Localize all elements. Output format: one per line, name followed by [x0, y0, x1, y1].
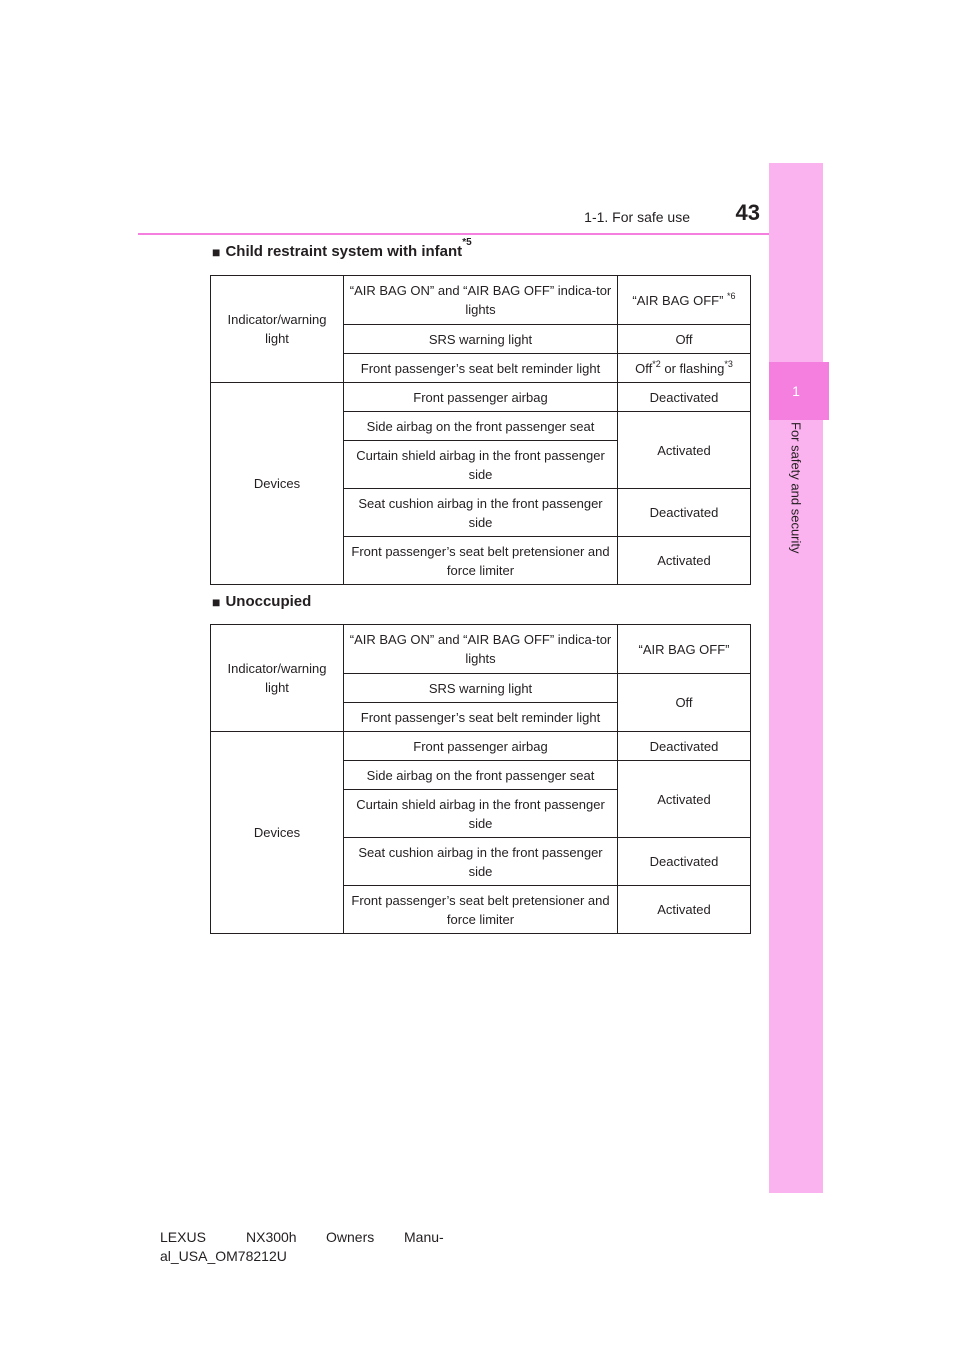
- side-curtain-value: Activated: [618, 761, 751, 838]
- chapter-label: For safety and security: [788, 422, 804, 554]
- front-airbag-label: Front passenger airbag: [344, 732, 618, 761]
- srs-belt-value: Off: [618, 674, 751, 732]
- heading-footnote: *5: [462, 237, 472, 248]
- curtain-label: Curtain shield airbag in the front passenger side: [344, 441, 618, 489]
- table-row: [211, 276, 751, 325]
- cushion-value: Deactivated: [618, 489, 751, 537]
- page-number: 43: [735, 200, 760, 225]
- unoccupied-table: [210, 624, 751, 934]
- footer-line2: al_USA_OM78212U: [160, 1248, 287, 1264]
- table-row: [211, 732, 751, 761]
- side-strip: [769, 163, 823, 1193]
- table-row: [211, 383, 751, 412]
- srs-label: SRS warning light: [344, 674, 618, 703]
- belt-label: Front passenger’s seat belt reminder light: [344, 703, 618, 732]
- infant-table: [210, 275, 751, 585]
- indicator-group-cell: Indicator/warning light: [211, 625, 344, 732]
- devices-group-cell: Devices: [211, 383, 344, 585]
- header-rule: [138, 233, 769, 235]
- chapter-number: 1: [792, 383, 800, 399]
- srs-value: Off: [618, 325, 751, 354]
- devices-group-cell: Devices: [211, 732, 344, 934]
- cushion-label: Seat cushion airbag in the front passenger side: [344, 838, 618, 886]
- front-airbag-value: Deactivated: [618, 383, 751, 412]
- heading-text: Unoccupied: [225, 593, 312, 610]
- square-bullet-icon: ■: [212, 244, 221, 260]
- belt-value: Off$^{*2}$ or flashing$^{*3}$: [618, 354, 751, 383]
- table-row: [211, 625, 751, 674]
- pretensioner-label: Front passenger’s seat belt pretensioner and force limiter: [344, 537, 618, 585]
- belt-label: Front passenger’s seat belt reminder light: [344, 354, 618, 383]
- curtain-label: Curtain shield airbag in the front passenger side: [344, 790, 618, 838]
- heading-unoccupied: [212, 593, 311, 610]
- cushion-value: Deactivated: [618, 838, 751, 886]
- side-airbag-label: Side airbag on the front passenger seat: [344, 761, 618, 790]
- pretensioner-label: Front passenger’s seat belt pretensioner and force limiter: [344, 886, 618, 934]
- front-airbag-label: Front passenger airbag: [344, 383, 618, 412]
- square-bullet-icon: ■: [212, 594, 221, 610]
- heading-infant: [212, 237, 472, 260]
- pretensioner-value: Activated: [618, 886, 751, 934]
- heading-text: Child restraint system with infant: [225, 243, 463, 260]
- footer-line1: LEXUS NX300h Owners Manu-: [160, 1229, 444, 1245]
- airbag-lights-value: “AIR BAG OFF”: [618, 625, 751, 674]
- pretensioner-value: Activated: [618, 537, 751, 585]
- airbag-lights-label: “AIR BAG ON” and “AIR BAG OFF” indica-tor lights: [344, 625, 618, 674]
- airbag-lights-value: “AIR BAG OFF” $^{*6}$: [618, 276, 751, 325]
- indicator-group-cell: Indicator/warning light: [211, 276, 344, 383]
- side-curtain-value: Activated: [618, 412, 751, 489]
- side-airbag-label: Side airbag on the front passenger seat: [344, 412, 618, 441]
- section-title: 1-1. For safe use: [584, 209, 690, 225]
- front-airbag-value: Deactivated: [618, 732, 751, 761]
- footer: [160, 1228, 444, 1266]
- srs-label: SRS warning light: [344, 325, 618, 354]
- airbag-lights-label: “AIR BAG ON” and “AIR BAG OFF” indica-tor lights: [344, 276, 618, 325]
- cushion-label: Seat cushion airbag in the front passenger side: [344, 489, 618, 537]
